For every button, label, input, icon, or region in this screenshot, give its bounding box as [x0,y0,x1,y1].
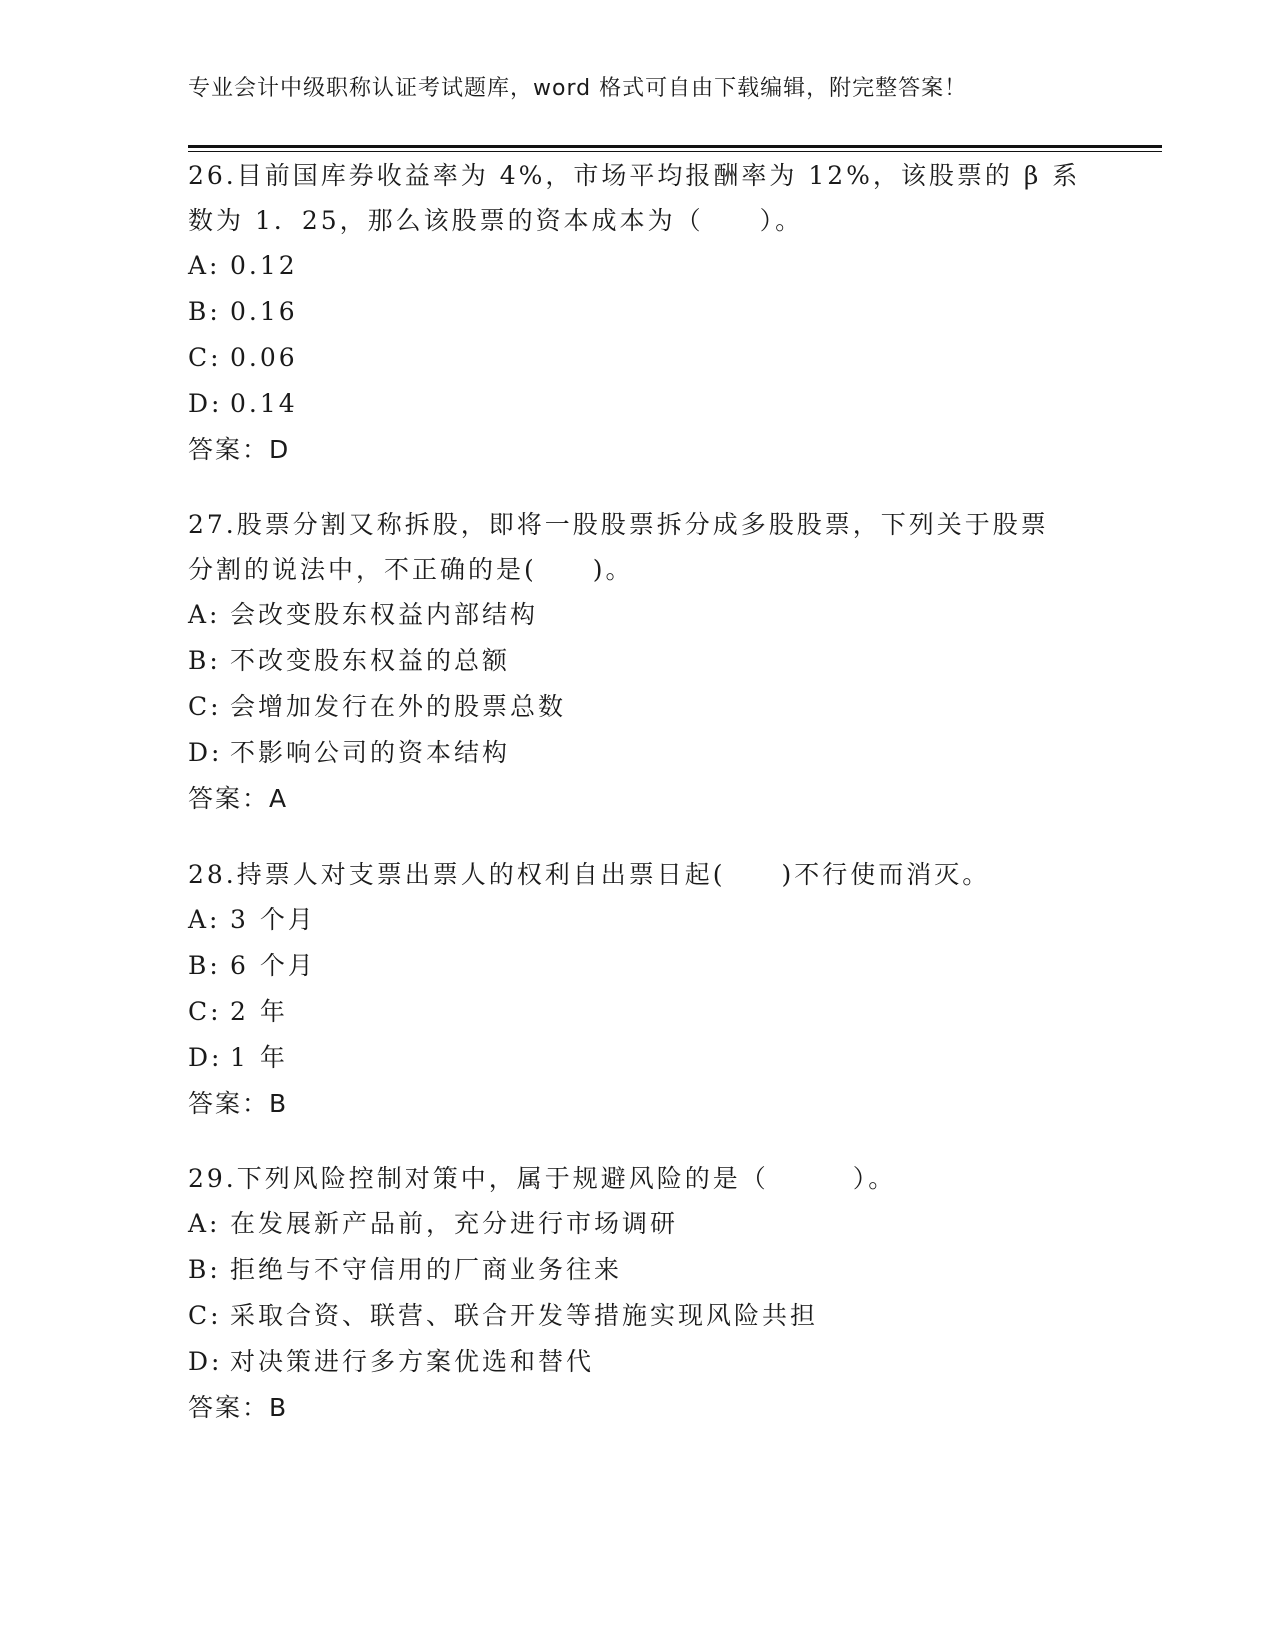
option-text: 0.14 [230,389,298,418]
option-c [188,1293,1088,1339]
option-key: A: [188,905,221,934]
option-c [188,989,1088,1035]
option-text: 不改变股东权益的总额 [230,646,511,675]
option-text: 不影响公司的资本结构 [230,738,511,767]
answer-label: 答案：A [188,784,289,813]
option-d [188,1339,1088,1385]
option-text: 采取合资、联营、联合开发等措施实现风险共担 [230,1301,819,1330]
option-text: 3 个月 [230,905,316,934]
option-key: D: [188,738,223,767]
question-stem [188,852,1088,897]
option-key: B: [188,1255,221,1284]
option-key: B: [188,297,221,326]
option-key: C: [188,997,222,1026]
option-key: D: [188,389,223,418]
answer-label: 答案：D [188,435,291,464]
option-b [188,638,1088,684]
question-28 [188,852,1088,1127]
stem-line: 27.股票分割又称拆股，即将一股股票拆分成多股股票，下列关于股票 [188,510,1049,539]
option-b [188,289,1088,335]
option-key: D: [188,1043,223,1072]
stem-line: 28.持票人对支票出票人的权利自出票日起( )不行使而消灭。 [188,860,991,889]
option-key: A: [188,1209,221,1238]
option-text: 对决策进行多方案优选和替代 [230,1347,595,1376]
answer-label: 答案：B [188,1393,289,1422]
option-key: C: [188,692,222,721]
option-text: 0.16 [230,297,298,326]
question-29 [188,1156,1088,1431]
option-d [188,1035,1088,1081]
option-text: 会改变股东权益内部结构 [230,600,539,629]
page-header: 专业会计中级职称认证考试题库，word 格式可自由下载编辑，附完整答案！ [188,76,968,101]
question-26 [188,153,1088,473]
question-stem [188,502,1088,592]
option-b [188,1247,1088,1293]
option-key: C: [188,1301,222,1330]
option-key: A: [188,251,221,280]
question-stem [188,1156,1088,1201]
stem-line: 26.目前国库券收益率为 4%，市场平均报酬率为 12%，该股票的 β 系 [188,161,1081,190]
option-text: 拒绝与不守信用的厂商业务往来 [230,1255,623,1284]
stem-line: 分割的说法中，不正确的是( )。 [188,555,634,584]
option-a [188,243,1088,289]
option-text: 在发展新产品前，充分进行市场调研 [230,1209,679,1238]
option-text: 会增加发行在外的股票总数 [230,692,567,721]
option-a [188,592,1088,638]
header-rule-thin [188,151,1162,152]
option-d [188,730,1088,776]
stem-line: 数为 1．25，那么该股票的资本成本为（ ）。 [188,206,804,235]
option-c [188,335,1088,381]
option-text: 0.12 [230,251,298,280]
question-stem [188,153,1088,243]
stem-line: 29.下列风险控制对策中，属于规避风险的是（ ）。 [188,1164,897,1193]
option-b [188,943,1088,989]
option-key: D: [188,1347,223,1376]
question-27 [188,502,1088,822]
option-text: 1 年 [230,1043,288,1072]
header-rule-thick [188,145,1162,148]
option-key: A: [188,600,221,629]
option-key: C: [188,343,222,372]
option-text: 2 年 [230,997,288,1026]
option-text: 6 个月 [230,951,316,980]
answer-label: 答案：B [188,1089,289,1118]
option-text: 0.06 [230,343,298,372]
option-c [188,684,1088,730]
option-a [188,897,1088,943]
option-d [188,381,1088,427]
option-key: B: [188,951,221,980]
option-a [188,1201,1088,1247]
option-key: B: [188,646,221,675]
